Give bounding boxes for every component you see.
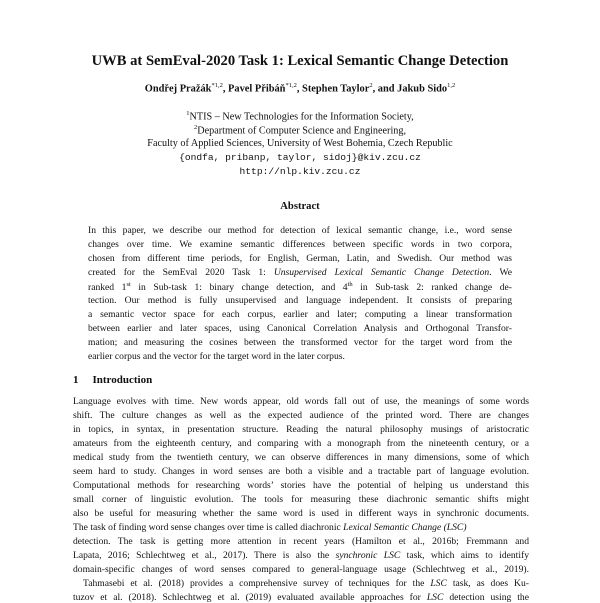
- intro-text: task, as does Ku-: [446, 578, 529, 589]
- abstract-line: [88, 281, 512, 293]
- intro-line: Computational methods for researching words’ stories have the potential of helping us understand this: [73, 480, 529, 491]
- affiliation-text: NTIS – New Technologies for the Information Society,: [189, 111, 414, 123]
- intro-line: shift. The culture changes as well as the expected audience of the printed word. There are changes: [73, 410, 529, 421]
- author-sup: 2: [369, 82, 373, 89]
- author-sup: 1,2: [447, 82, 456, 89]
- intro-line: small corner of linguistic evolution. The tools for measuring these diachronic semantic shifts might: [73, 494, 529, 505]
- author-emails: {ondfa, pribanp, taylor, sidoj}@kiv.zcu.cz: [179, 152, 421, 163]
- intro-line: seem hard to study. Changes in word senses are both a visible and a tractable part of language evolution.: [73, 466, 529, 477]
- abstract-text: . We: [489, 267, 512, 278]
- intro-line: medical study from the twentieth century, we can observe differences in many dimensions, some of which: [73, 452, 529, 463]
- abstract-text: in Sub-task 2: ranked change de-: [352, 282, 512, 294]
- intro-line: domain-specific changes of word senses compared to general-language usage (Schlechtweg et al., 2019).: [73, 564, 529, 575]
- intro-line: [73, 592, 529, 603]
- intro-text: detection using the: [443, 592, 529, 603]
- term-italic: synchronic LSC: [335, 550, 401, 561]
- affiliation-line: [0, 110, 600, 122]
- abstract-line: In this paper, we describe our method for detection of lexical semantic change, i.e., word sense: [88, 225, 512, 236]
- intro-text: Lapata, 2016; Schlechtweg et al., 2017). There is also the: [73, 550, 330, 561]
- intro-text: tuzov et al. (2018). Schlechtweg et al. (2019) evaluated available approaches for: [73, 592, 421, 603]
- intro-text: task, which aims to identify: [400, 550, 529, 561]
- intro-line: Language evolves with time. New words appear, old words fall out of use, the meanings of some words: [73, 396, 529, 407]
- author-name: Ondřej Pražák: [144, 83, 212, 95]
- affiliation-sup: 1: [186, 110, 190, 117]
- abstract-text: created for the SemEval 2020 Task 1:: [88, 267, 266, 278]
- abstract-line: [88, 267, 512, 278]
- term-italic: LSC: [426, 592, 444, 603]
- section-title: Introduction: [92, 374, 153, 386]
- section-heading: [73, 374, 152, 386]
- intro-line: also be useful for measuring whether the same word is used in different ways in synchronic documents.: [73, 508, 529, 519]
- abstract-line: earlier corpus and the vector for the target word in the later corpus.: [88, 351, 345, 362]
- intro-text: Tahmasebi et al. (2018) provides a comprehensive survey of techniques for the: [83, 578, 425, 589]
- intro-line: detection. The task is getting more attention in recent years (Hamilton et al., 2016b; Fremmann and: [73, 536, 529, 547]
- abstract-line: changes over time. We examine semantic differences between specific words in two corpora,: [88, 239, 512, 250]
- abstract-text: in Sub-task 1: binary change detection, and 4: [130, 282, 348, 294]
- abstract-heading: Abstract: [280, 201, 320, 212]
- term-italic: Lexical Semantic Change (LSC): [343, 522, 467, 533]
- affiliation-line: Faculty of Applied Sciences, University of West Bohemia, Czech Republic: [147, 138, 453, 149]
- rank-sup: st: [126, 281, 131, 288]
- author-name: Stephen Taylor: [302, 83, 370, 95]
- intro-line: [73, 522, 529, 533]
- affiliation-line: [0, 124, 600, 136]
- rank-sup: th: [347, 281, 353, 288]
- abstract-line: between earlier and later spaces, using Canonical Correlation Analysis and Orthogonal Transfor-: [88, 323, 512, 334]
- author-sup: *1,2: [285, 82, 297, 89]
- author-sep: , and: [372, 83, 398, 95]
- paper-title: UWB at SemEval-2020 Task 1: Lexical Semantic Change Detection: [91, 53, 509, 69]
- abstract-line: chosen from different time periods, for English, German, Latin, and Swedish. Our method was: [88, 253, 512, 264]
- author-sup: *1,2: [211, 82, 223, 89]
- abstract-text: ranked 1: [88, 282, 127, 294]
- author-list: [0, 82, 600, 94]
- term-italic: LSC: [430, 578, 447, 589]
- intro-line: [73, 550, 529, 561]
- intro-text: The task of finding word sense changes over time is called diachronic: [73, 522, 341, 533]
- task-name: Unsupervised Lexical Semantic Change Detection: [273, 267, 490, 278]
- author-name: Pavel Přibáň: [228, 83, 286, 95]
- abstract-line: a semantic vector space for each corpus, earlier and later; computing a linear transformation: [88, 309, 512, 320]
- intro-line: in topics, in syntax, in presentation structure. Reading the natural philosophy musings of aristocratic: [73, 424, 529, 435]
- section-number: 1: [73, 374, 79, 386]
- affiliation-sup: 2: [193, 124, 198, 131]
- author-name: Jakub Sido: [397, 83, 448, 95]
- intro-line: amateurs from the eighteenth century, and comparing with a monograph from the nineteenth century, or a: [73, 438, 529, 449]
- abstract-line: tection. Our method is fully unsupervised and language independent. It consists of preparing: [88, 295, 512, 306]
- author-sep: ,: [296, 83, 303, 95]
- lab-url: http://nlp.kiv.zcu.cz: [239, 166, 361, 177]
- author-sep: ,: [222, 83, 229, 95]
- abstract-line: mation; and measuring the cosines between the transformed vector for the target word from the: [88, 337, 512, 348]
- affiliation-text: Department of Computer Science and Engineering,: [197, 125, 407, 137]
- intro-line: [83, 578, 529, 589]
